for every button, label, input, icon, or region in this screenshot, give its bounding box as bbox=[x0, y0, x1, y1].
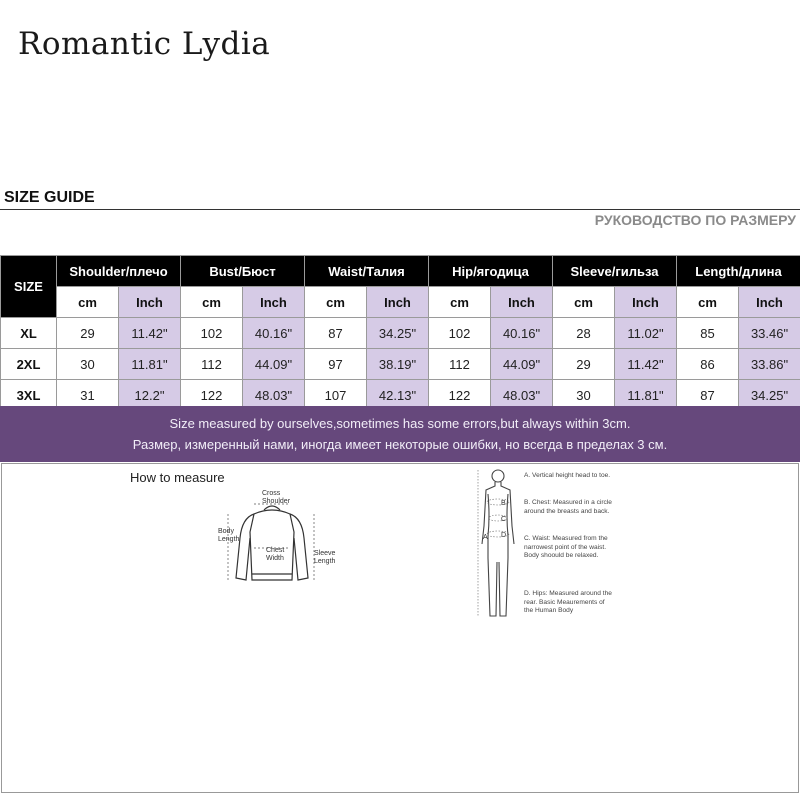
unit-header-row bbox=[1, 287, 800, 318]
table-cell: 11.42" bbox=[615, 349, 677, 380]
table-cell: 29 bbox=[57, 318, 119, 349]
note-russian: Размер, измеренный нами, иногда имеет некоторые ошибки, но всегда в пределах 3 см. bbox=[132, 437, 668, 452]
how-to-measure-panel bbox=[1, 463, 799, 793]
table-cell: 11.81" bbox=[119, 349, 181, 380]
table-header-row bbox=[1, 256, 800, 287]
table-cell: 112 bbox=[181, 349, 243, 380]
sleeve-length-label: Sleeve Length bbox=[314, 550, 336, 565]
table-cell: 112 bbox=[429, 349, 491, 380]
body-note-a: A. Vertical height head to toe. bbox=[524, 472, 611, 479]
body-note-b: B. Chest: Measured in a circle around the breasts and back. bbox=[524, 499, 612, 515]
table-cell: 122 bbox=[429, 380, 491, 411]
body-note-c: C. Waist: Measured from the narrowest point of the waist. Body shoould be relaxed. bbox=[524, 535, 608, 559]
size-cell: 2XL bbox=[1, 349, 57, 380]
table-cell: 87 bbox=[677, 380, 739, 411]
table-cell: 12.2" bbox=[119, 380, 181, 411]
table-cell: 40.16" bbox=[491, 318, 553, 349]
table-cell: 34.25" bbox=[739, 380, 800, 411]
cross-shoulder-label: Cross Shoulder bbox=[262, 490, 291, 505]
title-divider bbox=[0, 209, 800, 210]
table-cell: 42.13" bbox=[367, 380, 429, 411]
table-cell: 11.02" bbox=[615, 318, 677, 349]
table-cell: 38.19" bbox=[367, 349, 429, 380]
table-cell: 30 bbox=[553, 380, 615, 411]
size-guide-subtitle: РУКОВОДСТВО ПО РАЗМЕРУ bbox=[594, 212, 796, 228]
unit-inch: Inch bbox=[243, 287, 305, 318]
how-to-measure-title: How to measure bbox=[130, 470, 225, 485]
unit-cm: cm bbox=[181, 287, 243, 318]
table-cell: 40.16" bbox=[243, 318, 305, 349]
table-cell: 29 bbox=[553, 349, 615, 380]
marker-letter-b: B bbox=[501, 500, 506, 507]
unit-inch: Inch bbox=[615, 287, 677, 318]
sleeve-header: Sleeve/гильза bbox=[553, 256, 677, 287]
marker-letter-d: D bbox=[501, 532, 507, 539]
size-column-header: SIZE bbox=[1, 256, 57, 318]
table-cell: 48.03" bbox=[243, 380, 305, 411]
unit-cm: cm bbox=[429, 287, 491, 318]
chest-width-label: Chest Width bbox=[266, 547, 285, 562]
table-cell: 30 bbox=[57, 349, 119, 380]
table-cell: 97 bbox=[305, 349, 367, 380]
length-header: Length/длина bbox=[677, 256, 800, 287]
table-cell: 48.03" bbox=[491, 380, 553, 411]
unit-cm: cm bbox=[553, 287, 615, 318]
size-table bbox=[0, 255, 800, 411]
note-english: Size measured by ourselves,sometimes has some errors,but always within 3cm. bbox=[169, 416, 631, 431]
size-guide-title: SIZE GUIDE bbox=[4, 189, 95, 206]
table-cell: 11.81" bbox=[615, 380, 677, 411]
table-row bbox=[1, 349, 800, 380]
unit-inch: Inch bbox=[119, 287, 181, 318]
bust-header: Bust/Бюст bbox=[181, 256, 305, 287]
unit-cm: cm bbox=[305, 287, 367, 318]
marker-letter-c: C bbox=[501, 516, 507, 523]
table-cell: 31 bbox=[57, 380, 119, 411]
unit-inch: Inch bbox=[491, 287, 553, 318]
unit-cm: cm bbox=[57, 287, 119, 318]
unit-cm: cm bbox=[677, 287, 739, 318]
size-cell: XL bbox=[1, 318, 57, 349]
body-length-label: Body Length bbox=[218, 528, 240, 543]
table-cell: 122 bbox=[181, 380, 243, 411]
table-cell: 33.46" bbox=[739, 318, 800, 349]
table-row bbox=[1, 318, 800, 349]
table-cell: 102 bbox=[429, 318, 491, 349]
marker-letter-a: A bbox=[483, 534, 488, 541]
table-cell: 86 bbox=[677, 349, 739, 380]
table-cell: 102 bbox=[181, 318, 243, 349]
measurement-note-banner bbox=[0, 406, 800, 462]
table-cell: 33.86" bbox=[739, 349, 800, 380]
table-cell: 44.09" bbox=[243, 349, 305, 380]
shoulder-header: Shoulder/плечо bbox=[57, 256, 181, 287]
table-cell: 44.09" bbox=[491, 349, 553, 380]
unit-inch: Inch bbox=[367, 287, 429, 318]
table-cell: 107 bbox=[305, 380, 367, 411]
unit-inch: Inch bbox=[739, 287, 800, 318]
body-note-d: D. Hips: Measured around the rear. Basic Meaurements of the Human Body bbox=[524, 590, 612, 614]
table-cell: 28 bbox=[553, 318, 615, 349]
brand-logo: Romantic Lydia bbox=[18, 26, 271, 62]
waist-header: Waist/Талия bbox=[305, 256, 429, 287]
hip-header: Hip/ягодица bbox=[429, 256, 553, 287]
table-cell: 34.25" bbox=[367, 318, 429, 349]
table-cell: 85 bbox=[677, 318, 739, 349]
size-cell: 3XL bbox=[1, 380, 57, 411]
table-cell: 11.42" bbox=[119, 318, 181, 349]
table-cell: 87 bbox=[305, 318, 367, 349]
human-body-diagram bbox=[470, 466, 526, 626]
